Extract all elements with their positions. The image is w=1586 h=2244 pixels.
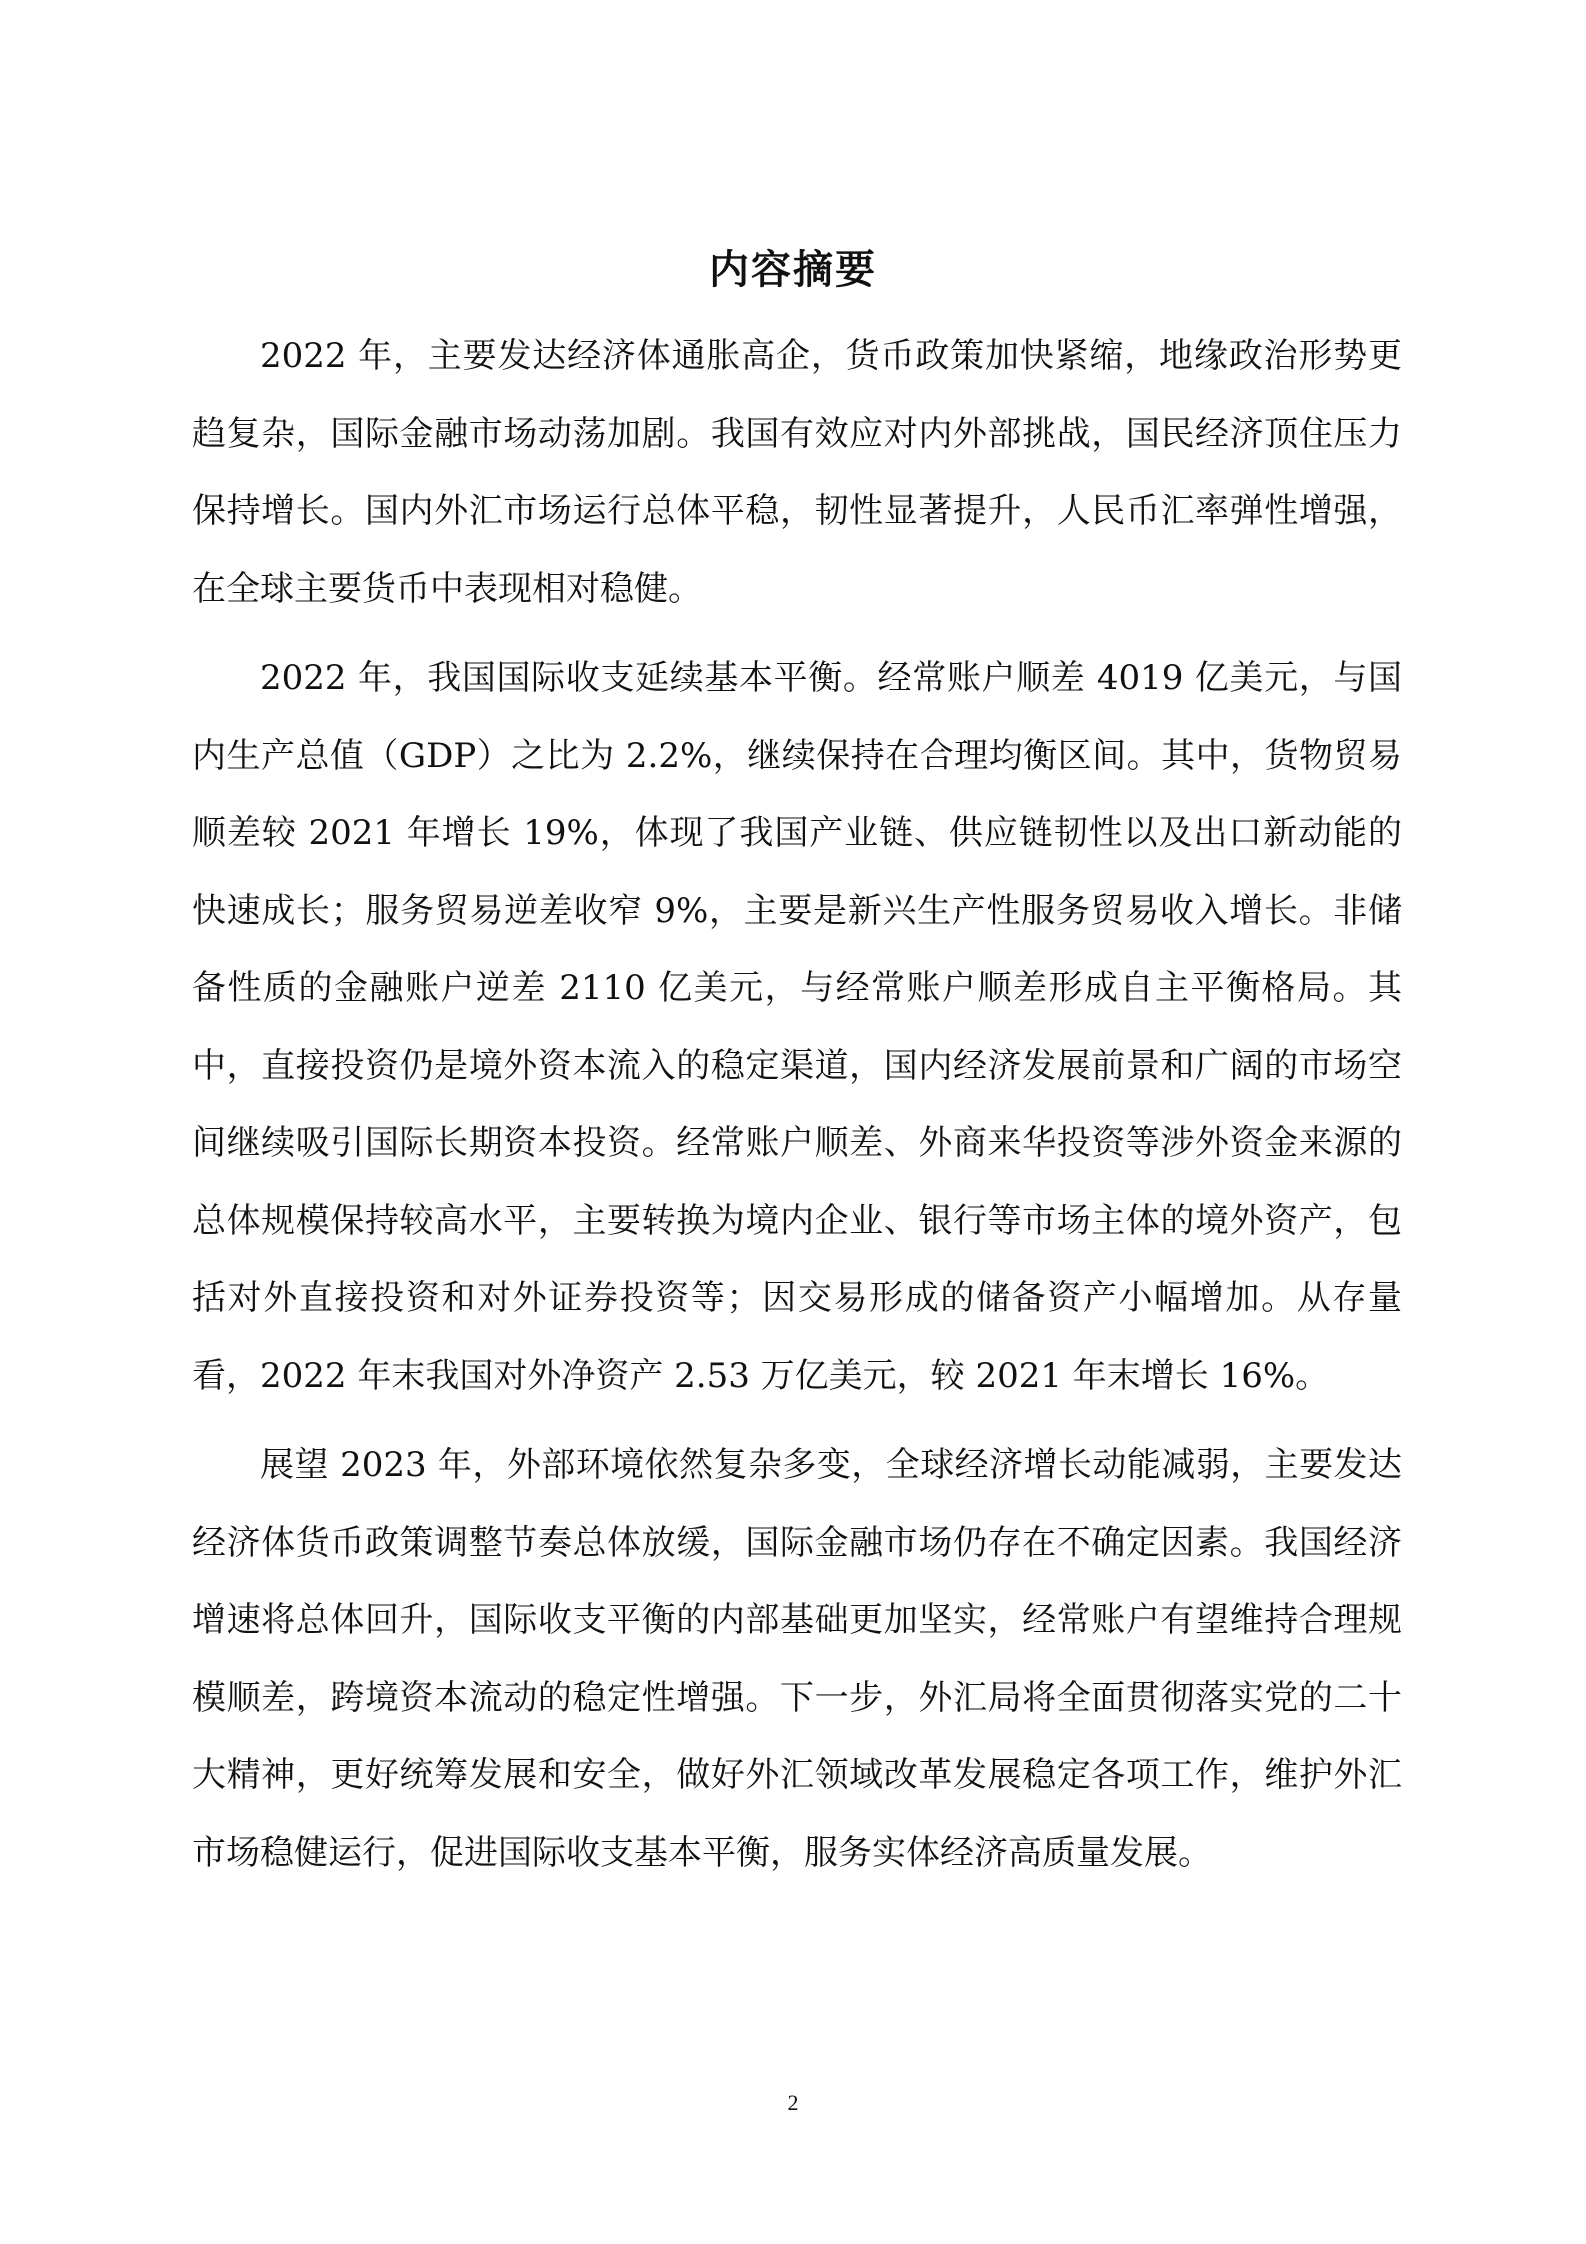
page-title: 内容摘要	[709, 247, 877, 293]
paragraph-1: 2022 年，主要发达经济体通胀高企，货币政策加快紧缩，地缘政治形势更趋复杂，国际金融市场动荡加剧。我国有效应对内外部挑战，国民经济顶住压力保持增长。国内外汇市场运行总体平稳，韧性显著提升，人民币汇率弹性增强，在全球主要货币中表现相对稳健。	[192, 336, 1402, 609]
summary-body	[192, 318, 1402, 1904]
page-number: 2	[787, 2090, 799, 2115]
paragraph-3: 展望 2023 年，外部环境依然复杂多变，全球经济增长动能减弱，主要发达经济体货币政策调整节奏总体放缓，国际金融市场仍存在不确定因素。我国经济增速将总体回升，国际收支平衡的内部基础更加坚实，经常账户有望维持合理规模顺差，跨境资本流动的稳定性增强。下一步，外汇局将全面贯彻落实党的二十大精神，更好统筹发展和安全，做好外汇领域改革发展稳定各项工作，维护外汇市场稳健运行，促进国际收支基本平衡，服务实体经济高质量发展。	[192, 1445, 1402, 1873]
paragraph-2: 2022 年，我国国际收支延续基本平衡。经常账户顺差 4019 亿美元，与国内生产总值（GDP）之比为 2.2%，继续保持在合理均衡区间。其中，货物贸易顺差较 2021 年增长 19%，体现了我国产业链、供应链韧性以及出口新动能的快速成长；服务贸易逆差收窄 9%，主要是新兴生产性服务贸易收入增长。非储备性质的金融账户逆差 2110 亿美元，与经常账户顺差形成自主平衡格局。其中，直接投资仍是境外资本流入的稳定渠道，国内经济发展前景和广阔的市场空间继续吸引国际长期资本投资。经常账户顺差、外商来华投资等涉外资金来源的总体规模保持较高水平，主要转换为境内企业、银行等市场主体的境外资产，包括对外直接投资和对外证券投资等；因交易形成的储备资产小幅增加。从存量看，2022 年末我国对外净资产 2.53 万亿美元，较 2021 年末增长 16%。	[192, 658, 1402, 1396]
